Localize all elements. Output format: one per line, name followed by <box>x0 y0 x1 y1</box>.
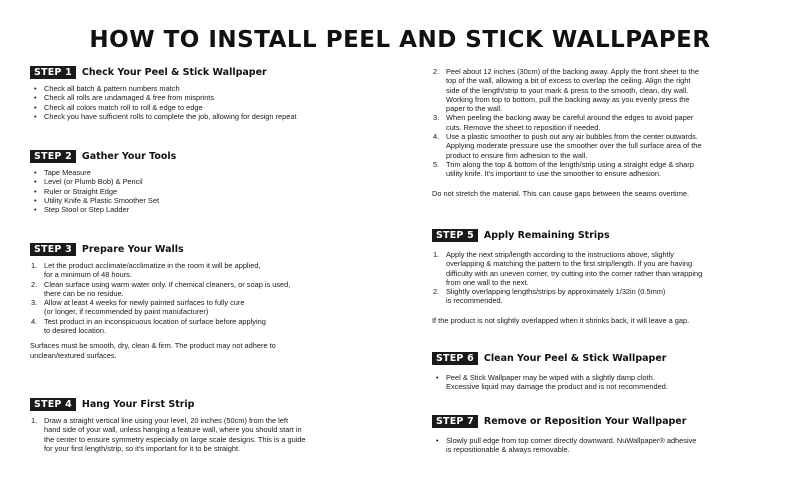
list-item: 3. Allow at least 4 weeks for newly painted surfaces to fully cure (or longer, if recommended by paint manufacturer) <box>31 298 245 317</box>
list-item: • Check you have sufficient rolls to complete the job, allowing for design repeat <box>30 112 405 121</box>
list-item: 4. Use a plastic smoother to push out any air bubbles from the center outwards. Applying moderate pressure use the smoother over the full surface area of the product to ensure firm adhesion to the wall. <box>433 132 702 160</box>
step-2-header <box>30 150 405 163</box>
step-7-badge: STEP 7 <box>432 415 478 428</box>
step-4-title: Hang Your First Strip <box>81 399 195 410</box>
step-4-note: Do not stretch the material. This can cause gaps between the seams overtime. <box>432 188 690 198</box>
step-3-section <box>30 243 405 360</box>
step-2-badge: STEP 2 <box>30 150 76 163</box>
list-item: 2. Slightly overlapping lengths/strips by approximately 1/32in (0.5mm) is recommended. <box>433 287 666 306</box>
list-item: 1. Let the product acclimate/acclimatize in the room it will be applied, for a minimum of 48 hours. <box>31 261 261 280</box>
step-3-header <box>30 243 405 256</box>
step-1-badge: STEP 1 <box>30 66 76 79</box>
step-5-section <box>432 229 777 325</box>
step-1-list <box>30 84 405 121</box>
step-5-list <box>432 250 777 306</box>
step-1-header <box>30 66 405 79</box>
list-item: 2. Clean surface using warm water only. If chemical cleaners, or soap is used, there can be no residue. <box>31 279 291 298</box>
step-4-section <box>30 398 405 453</box>
list-item: 1. Draw a straight vertical line using your level, 20 inches (50cm) from the left hand side of your wall, unless hanging a feature wall, where you should start in the center to ensure symmetry especially on large scale designs. This is a guide for your first length/strip, so it's important for it to be straight. <box>31 416 306 453</box>
step-6-section <box>432 352 777 392</box>
list-item: 4. Test product in an inconspicuous location of surface before applying to desired location. <box>31 316 266 336</box>
list-item: • Utility Knife & Plastic Smoother Set <box>30 196 405 205</box>
step-4-header <box>30 398 405 411</box>
list-item: 1. Apply the next strip/length according to the instructions above, slightly overlapping & matching the pattern to the first strip/length. If you are having difficulty with an uneven corner, try cutting into the corner rather than wrapping from one wall to the next. <box>433 250 703 287</box>
list-item: • Ruler or Straight Edge <box>30 187 405 196</box>
step-4-continued <box>432 67 777 198</box>
step-5-title: Apply Remaining Strips <box>483 230 610 241</box>
step-7-header <box>432 415 777 428</box>
step-6-list <box>432 373 777 392</box>
list-item: • Check all batch & pattern numbers match <box>30 84 405 93</box>
step-2-title: Gather Your Tools <box>81 151 177 162</box>
step-7-section <box>432 415 777 455</box>
step-3-title: Prepare Your Walls <box>81 244 184 255</box>
step-5-header <box>432 229 777 242</box>
list-item: 5. Trim along the top & bottom of the length/strip using a straight edge & sharp utility knife. It's important to use the smoother to ensure adhesion. <box>433 159 694 179</box>
list-item: • Check all rolls are undamaged & free from misprints <box>30 93 405 102</box>
step-6-badge: STEP 6 <box>432 352 478 365</box>
page-title: HOW TO INSTALL PEEL AND STICK WALLPAPER <box>89 27 711 53</box>
step-7-title: Remove or Reposition Your Wallpaper <box>483 416 687 427</box>
step-3-note: Surfaces must be smooth, dry, clean & firm. The product may not adhere to unclean/textured surfaces. <box>30 341 276 360</box>
step-4-list-part2 <box>432 67 777 179</box>
step-3-badge: STEP 3 <box>30 243 76 256</box>
list-item: 3. When peeling the backing away be careful around the edges to avoid paper cuts. Remove the sheet to reposition if needed. <box>433 113 694 132</box>
list-item: 2. Peel about 12 inches (30cm) of the backing away. Apply the front sheet to the top of the wall, allowing a bit of excess to overlap the ceiling. Align the right side of the length/strip to your mark & press to the smooth, clean, dry wall. Working from top to bottom, pull the backing away as you evenly press the paper to the wall. <box>433 67 699 114</box>
step-4-list-part1 <box>30 416 405 453</box>
step-3-list <box>30 261 405 335</box>
step-1-title: Check Your Peel & Stick Wallpaper <box>81 67 267 78</box>
step-6-header <box>432 352 777 365</box>
step-7-list <box>432 436 777 455</box>
list-item: • Level (or Plumb Bob) & Pencil <box>30 177 405 186</box>
step-1-section <box>30 66 405 121</box>
step-5-badge: STEP 5 <box>432 229 478 242</box>
list-item: • Slowly pull edge from top corner directly downward. NuWallpaper® adhesive is repositionable & always removable. <box>432 436 777 455</box>
list-item: • Step Stool or Step Ladder <box>30 205 405 214</box>
step-6-title: Clean Your Peel & Stick Wallpaper <box>483 353 667 364</box>
step-5-note: If the product is not slightly overlapped when it shrinks back, it will leave a gap. <box>432 315 690 325</box>
step-4-badge: STEP 4 <box>30 398 76 411</box>
list-item: • Tape Measure <box>30 168 405 177</box>
step-2-section <box>30 150 405 214</box>
list-item: • Check all colors match roll to roll & edge to edge <box>30 103 405 112</box>
step-2-list <box>30 168 405 214</box>
list-item: • Peel & Stick Wallpaper may be wiped with a slightly damp cloth. Excessive liquid may damage the product and is not recommended. <box>432 373 777 392</box>
